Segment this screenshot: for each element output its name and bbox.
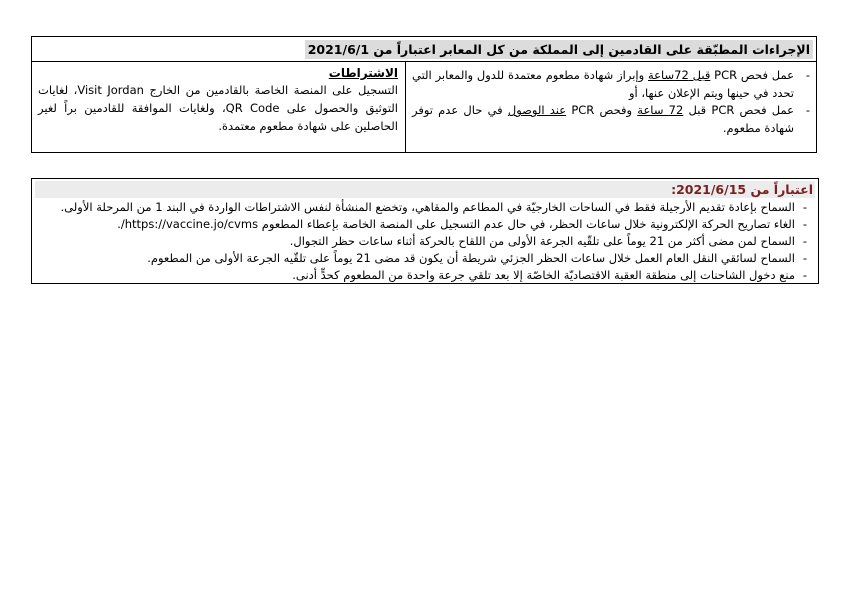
bullet-text-part: عمل فحص PCR <box>710 68 794 82</box>
list-item-text: السماح لمن مضى أكثر من 21 يوماً على تلقّيه الجرعة الأولى من اللقاح بالحركة أثناء ساعات حظر التجوال. <box>289 234 795 248</box>
bullet-text <box>412 102 794 137</box>
measure-bullet <box>412 102 810 137</box>
bullet-text-part: في حال عدم توفر شهادة مطعوم. <box>412 103 794 135</box>
list-item <box>35 216 815 233</box>
requirements-cell <box>32 62 405 152</box>
bullet-dash: - <box>802 251 808 265</box>
june15-list <box>32 198 818 284</box>
bullet-underlined-part: قبل 72ساعة <box>648 68 711 82</box>
requirements-title: الاشتراطات <box>328 66 398 80</box>
bullet-text-part: وفحص PCR <box>566 103 638 117</box>
bullet-underlined-part: عند الوصول <box>507 103 567 117</box>
june15-header: اعتباراً من 2021/6/15: <box>35 181 815 198</box>
bullet-text-part: عمل فحص PCR قبل <box>683 103 794 117</box>
bullet-dash: - <box>802 234 808 248</box>
measures-body <box>32 62 816 152</box>
measures-title-row <box>32 37 816 62</box>
bullet-dash: - <box>802 268 808 282</box>
bullet-text <box>412 67 794 102</box>
bullet-dash: - <box>805 68 810 82</box>
measures-table <box>31 36 817 153</box>
list-item <box>35 199 815 216</box>
measures-title: الإجراءات المطبّقة على القادمين إلى المملكة من كل المعابر اعتباراً من 2021/6/1 <box>305 40 813 59</box>
measure-bullet <box>412 67 810 102</box>
bullet-underlined-part: 72 ساعة <box>637 103 684 117</box>
june15-table <box>31 178 819 284</box>
bullet-text-part: وإبراز شهادة مطعوم معتمدة للدول والمعابر التي تحدد في حينها ويتم الإعلان عنها، أو <box>412 68 794 100</box>
requirements-text: التسجيل على المنصة الخاصة بالقادمين من الخارج Visit Jordan، لغايات التوثيق والحصول على QR Code، ولغايات الموافقة للقادمين براً لغير الحاصلين على شهادة مطعوم معتمدة. <box>38 83 398 133</box>
bullet-dash: - <box>802 217 808 231</box>
list-item-text: السماح لسائقي النقل العام العمل خلال ساعات الحظر الجزئي شريطة أن يكون قد مضى 21 يوماً على تلقّيه الجرعة الأولى من المطعوم. <box>147 251 795 265</box>
list-item <box>35 233 815 250</box>
measures-bullets-cell <box>405 62 816 152</box>
list-item <box>35 267 815 284</box>
list-item-text: السماح بإعادة تقديم الأرجيلة فقط في الساحات الخارجيّة في المطاعم والمقاهي، وتخضع المنشأة لنفس الاشتراطات الواردة في البند 1 من المرحلة الأولى. <box>60 200 795 214</box>
bullet-dash: - <box>805 103 810 117</box>
list-item-text: الغاء تصاريح الحركة الإلكترونية خلال ساعات الحظر، في حال عدم التسجيل على المنصة الخاصة بإعطاء المطعوم https://vaccine.jo/cvms/. <box>117 217 795 231</box>
bullet-dash: - <box>802 200 808 214</box>
list-item-text: منع دخول الشاحنات إلى منطقة العقبة الاقتصاديّة الخاصّة إلا بعد تلقي جرعة واحدة من المطعوم كحدٍّ أدنى. <box>292 268 795 282</box>
list-item <box>35 250 815 267</box>
